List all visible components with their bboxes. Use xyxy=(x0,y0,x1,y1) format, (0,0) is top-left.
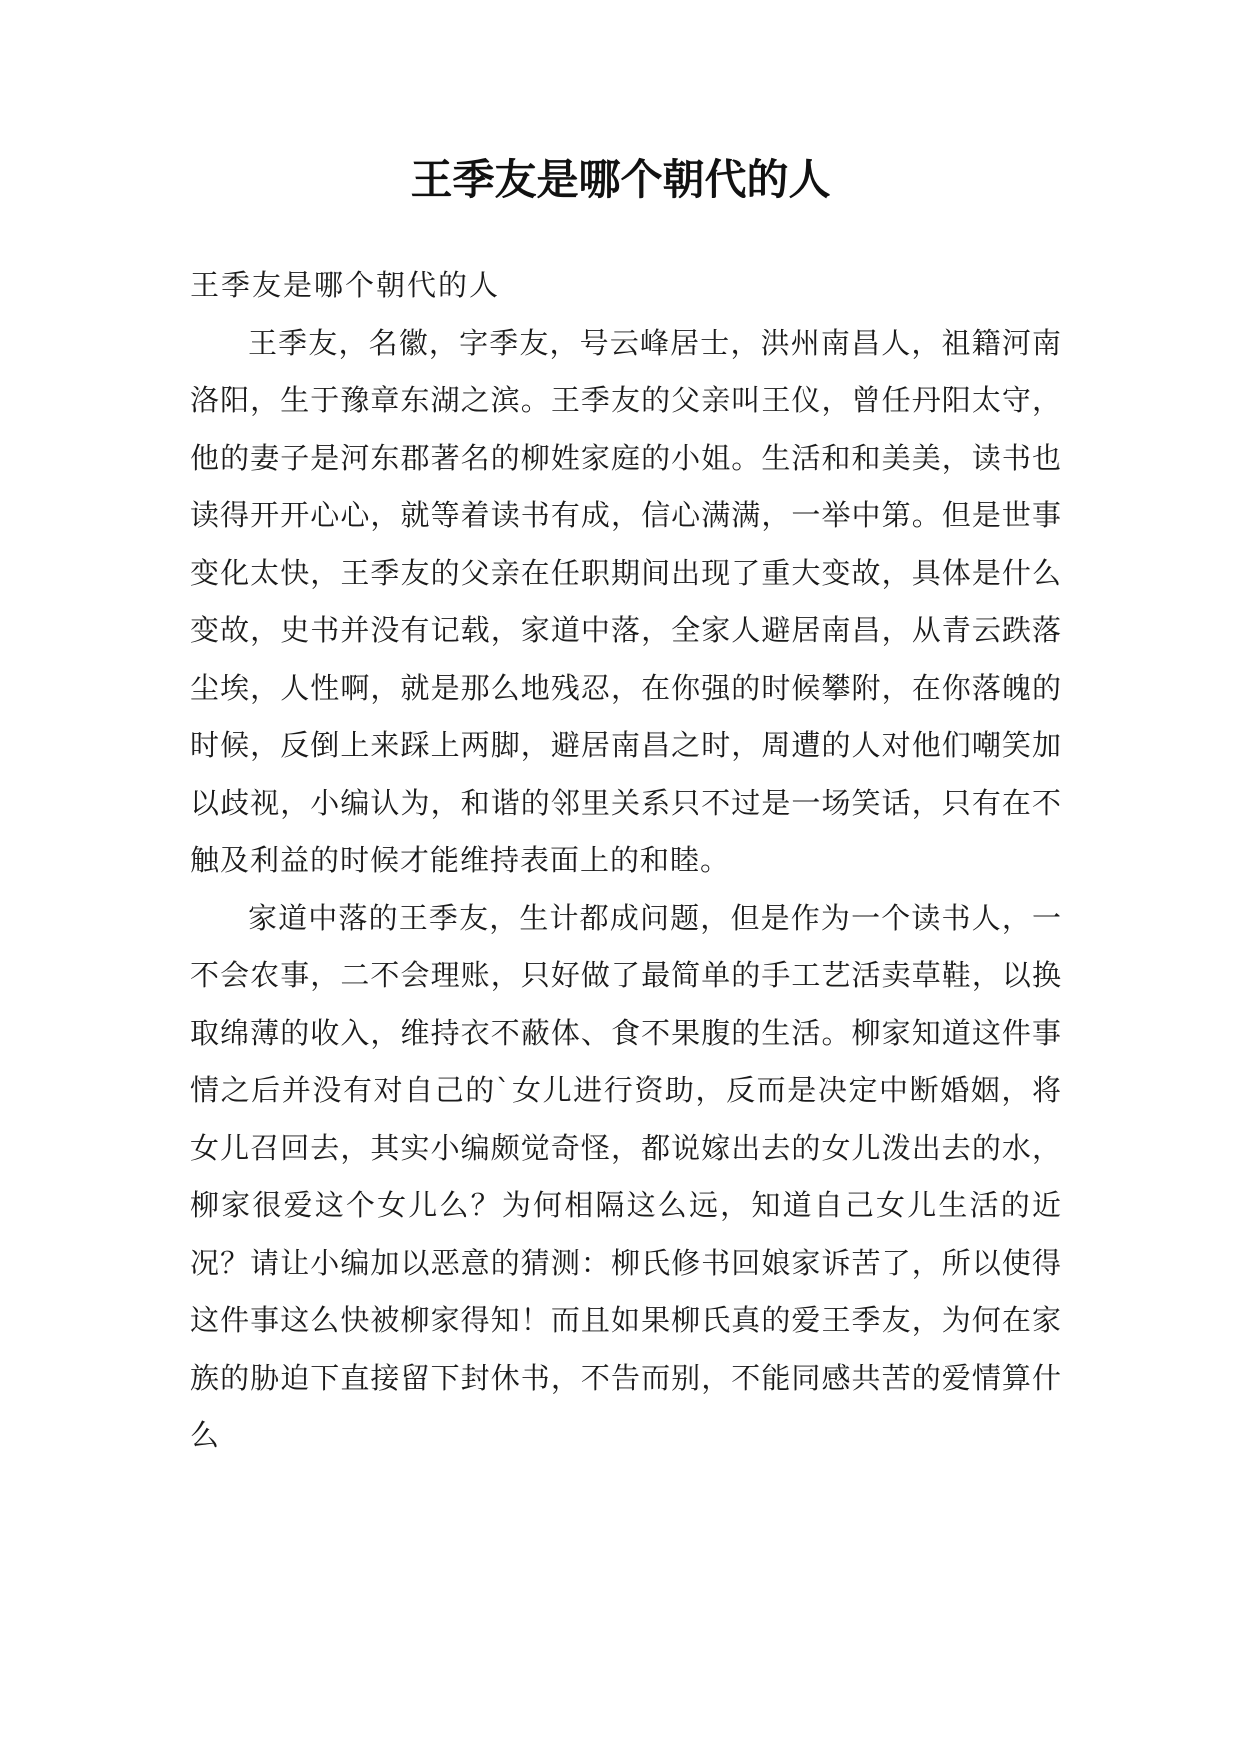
paragraph-1: 王季友，名徽，字季友，号云峰居士，洪州南昌人，祖籍河南洛阳，生于豫章东湖之滨。王季友的父亲叫王仪，曾任丹阳太守，他的妻子是河东郡著名的柳姓家庭的小姐。生活和和美美，读书也读得开开心心，就等着读书有成，信心满满，一举中第。但是世事变化太快，王季友的父亲在任职期间出现了重大变故，具体是什么变故，史书并没有记载，家道中落，全家人避居南昌，从青云跌落尘埃，人性啊，就是那么地残忍，在你强的时候攀附，在你落魄的时候，反倒上来踩上两脚，避居南昌之时，周遭的人对他们嘲笑加以歧视，小编认为，和谐的邻里关系只不过是一场笑话，只有在不触及利益的时候才能维持表面上的和睦。 xyxy=(190,325,1062,877)
document-body xyxy=(190,257,1062,1465)
document-title: 王季友是哪个朝代的人 xyxy=(410,155,831,204)
document-subtitle: 王季友是哪个朝代的人 xyxy=(190,268,501,302)
paragraph-2: 家道中落的王季友，生计都成问题，但是作为一个读书人，一不会农事，二不会理账，只好做了最简单的手工艺活卖草鞋，以换取绵薄的收入，维持衣不蔽体、食不果腹的生活。柳家知道这件事情之后并没有对自己的`女儿进行资助，反而是决定中断婚姻，将女儿召回去，其实小编颇觉奇怪，都说嫁出去的女儿泼出去的水，柳家很爱这个女儿么？为何相隔这么远，知道自己女儿生活的近况？请让小编加以恶意的猜测：柳氏修书回娘家诉苦了，所以使得这件事这么快被柳家得知！而且如果柳氏真的爱王季友，为何在家族的胁迫下直接留下封休书，不告而别，不能同感共苦的爱情算什么 xyxy=(190,900,1062,1452)
